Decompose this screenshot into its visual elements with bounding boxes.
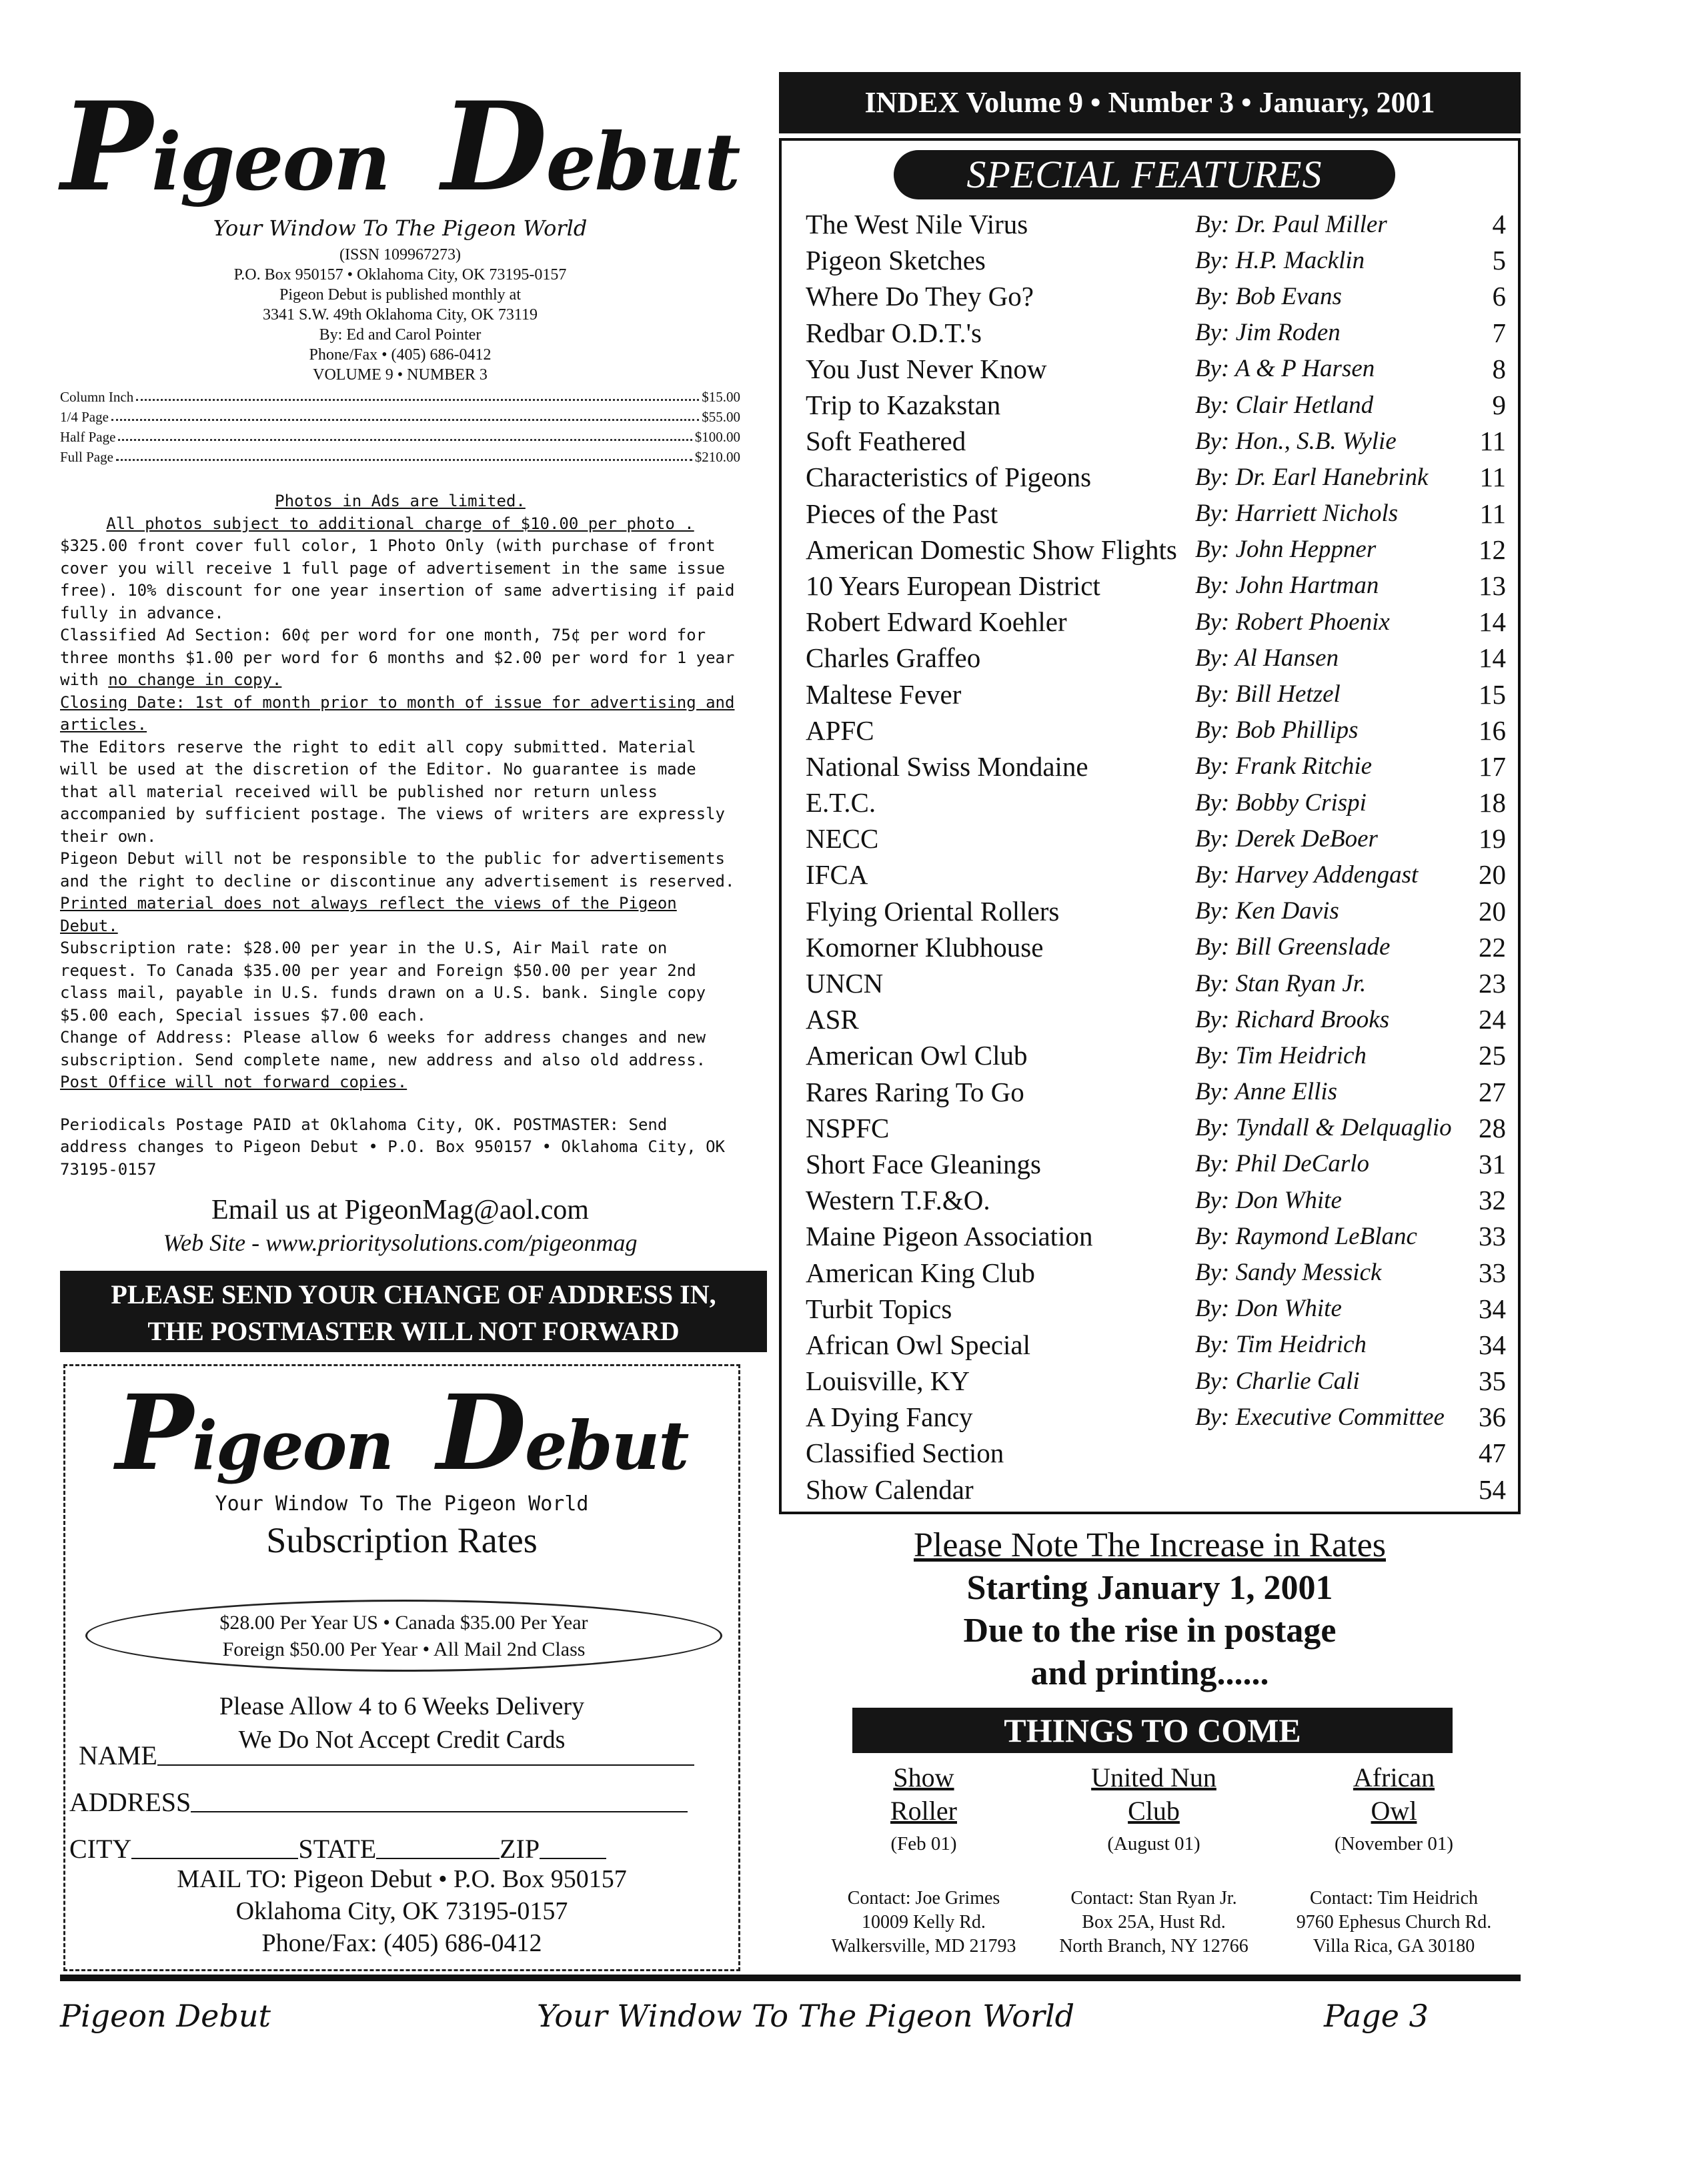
event-contact-city: Walkersville, MD 21793 xyxy=(831,1936,1016,1957)
rates-notice-line-1: Starting January 1, 2001 xyxy=(966,1569,1333,1607)
front-cover-policy: $325.00 front cover full color, 1 Photo Only (with purchase of front cover you will receive 1 full page of advertisement in the same issue free). 10% discount for one year insertion of same advertising if paid fully in advance. xyxy=(60,536,735,622)
feature-row xyxy=(806,640,1506,676)
footer-publication-name: Pigeon Debut xyxy=(60,1998,271,2034)
logo-letter-d: D xyxy=(436,1372,526,1494)
feature-page: 20 xyxy=(1479,859,1506,891)
logo-word-igeon: igeon xyxy=(151,115,389,208)
event-contact-name: Contact: Joe Grimes xyxy=(847,1888,1000,1908)
feature-author: By: Don White xyxy=(1195,1186,1342,1214)
feature-row xyxy=(806,1435,1506,1471)
coupon-rates-line-2: Foreign $50.00 Per Year • All Mail 2nd Class xyxy=(222,1638,586,1660)
published-line: Pigeon Debut is published monthly at xyxy=(279,286,521,304)
feature-row xyxy=(806,712,1506,748)
things-to-come-heading: THINGS TO COME xyxy=(852,1708,1453,1753)
feature-page: 7 xyxy=(1492,317,1506,348)
feature-row xyxy=(806,784,1506,821)
feature-page: 33 xyxy=(1479,1221,1506,1252)
coupon-heading: Subscription Rates xyxy=(266,1520,538,1560)
feature-page: 15 xyxy=(1479,678,1506,710)
coupon-rates-line-1: $28.00 Per Year US • Canada $35.00 Per Year xyxy=(219,1612,588,1634)
event-contact-name: Contact: Stan Ryan Jr. xyxy=(1070,1888,1237,1908)
feature-author: By: H.P. Macklin xyxy=(1195,246,1365,274)
rates-notice-heading: Please Note The Increase in Rates xyxy=(914,1526,1386,1564)
responsibility-underlined: Printed material does not always reflect the views of the Pigeon Debut. xyxy=(60,894,677,935)
feature-row xyxy=(806,965,1506,1001)
feature-title: ASR xyxy=(806,1004,859,1035)
feature-row xyxy=(806,676,1506,712)
feature-row xyxy=(806,351,1506,387)
event-contact xyxy=(1287,1886,1501,1959)
feature-page: 32 xyxy=(1479,1185,1506,1216)
dot-leader xyxy=(136,399,699,401)
event-contact-street: 10009 Kelly Rd. xyxy=(862,1912,986,1933)
feature-author: By: John Hartman xyxy=(1195,572,1379,600)
feature-page: 24 xyxy=(1479,1004,1506,1035)
feature-author: By: Al Hansen xyxy=(1195,644,1339,672)
feature-title: E.T.C. xyxy=(806,787,876,818)
feature-list xyxy=(806,206,1506,1508)
feature-title: American Domestic Show Flights xyxy=(806,534,1177,565)
feature-author: By: Jim Roden xyxy=(1195,319,1341,347)
feature-row xyxy=(806,893,1506,929)
feature-author: By: Ken Davis xyxy=(1195,897,1339,925)
feature-author: By: Bob Evans xyxy=(1195,282,1342,310)
feature-author: By: Robert Phoenix xyxy=(1195,608,1390,636)
ad-rate-row xyxy=(60,426,740,446)
masthead xyxy=(60,75,740,385)
feature-page: 23 xyxy=(1479,968,1506,999)
feature-row xyxy=(806,1037,1506,1073)
feature-title: American Owl Club xyxy=(806,1040,1028,1071)
zip-label: ZIP xyxy=(500,1834,540,1864)
feature-row xyxy=(806,1001,1506,1037)
feature-row xyxy=(806,532,1506,568)
photos-limited: Photos in Ads are limited. xyxy=(275,492,526,510)
feature-page: 5 xyxy=(1492,245,1506,276)
classified-underlined: no change in copy. xyxy=(108,670,282,689)
rates-increase-notice xyxy=(779,1524,1521,1695)
feature-author: By: Tim Heidrich xyxy=(1195,1331,1367,1359)
feature-row xyxy=(806,821,1506,857)
feature-page: 20 xyxy=(1479,895,1506,927)
feature-page: 54 xyxy=(1479,1474,1506,1505)
feature-row xyxy=(806,1399,1506,1435)
feature-title: Trip to Kazakstan xyxy=(806,390,1001,421)
address-change-banner xyxy=(60,1271,767,1352)
ad-rate-label: Full Page xyxy=(60,449,113,465)
responsibility-policy xyxy=(60,848,740,937)
name-label: NAME xyxy=(79,1740,157,1770)
feature-row xyxy=(806,1291,1506,1327)
feature-page: 14 xyxy=(1479,606,1506,638)
feature-row xyxy=(806,1363,1506,1399)
spacer xyxy=(60,1094,740,1114)
state-line[interactable] xyxy=(376,1858,500,1859)
classified-text: Classified Ad Section: 60¢ per word for one month, 75¢ per word for three months $1.00 per word for 6 months and $2.00 per word for 1 year with xyxy=(60,626,735,689)
feature-row xyxy=(806,1074,1506,1110)
feature-page: 34 xyxy=(1479,1329,1506,1360)
feature-title: Flying Oriental Rollers xyxy=(806,895,1060,927)
feature-page: 36 xyxy=(1479,1402,1506,1433)
feature-row xyxy=(806,1472,1506,1508)
ad-rate-price: $55.00 xyxy=(702,409,740,425)
subscription-policy: Subscription rate: $28.00 per year in the U.S, Air Mail rate on request. To Canada $35.00 per year and Foreign $50.00 per year 2nd class mail, payable in U.S. funds drawn on a U.S. bank. Single copy $5.00 each, Special issues $7.00 each. xyxy=(60,939,706,1025)
feature-title: Western T.F.&O. xyxy=(806,1185,990,1216)
feature-author: By: Dr. Earl Hanebrink xyxy=(1195,463,1429,491)
feature-author: By: Executive Committee xyxy=(1195,1403,1445,1431)
event-name-line-2: Roller xyxy=(890,1796,957,1826)
feature-author: By: Raymond LeBlanc xyxy=(1195,1222,1417,1250)
rates-notice-line-3: and printing...... xyxy=(1030,1654,1269,1692)
phone-line: Phone/Fax • (405) 686-0412 xyxy=(309,346,492,364)
city-label: CITY xyxy=(69,1834,132,1864)
feature-page: 28 xyxy=(1479,1112,1506,1143)
feature-page: 13 xyxy=(1479,570,1506,601)
event-contact-street: Box 25A, Hust Rd. xyxy=(1082,1912,1226,1933)
feature-row xyxy=(806,1182,1506,1218)
feature-title: Pieces of the Past xyxy=(806,498,998,529)
contact-info xyxy=(60,1194,740,1257)
address-line[interactable] xyxy=(191,1811,688,1812)
address-change-text: Change of Address: Please allow 6 weeks for address changes and new subscription. Send complete name, new address and also old address. xyxy=(60,1028,706,1069)
feature-author: By: John Heppner xyxy=(1195,536,1377,564)
event-name-line-2: Club xyxy=(1128,1796,1180,1826)
classified-policy xyxy=(60,624,740,692)
feature-author: By: Richard Brooks xyxy=(1195,1005,1390,1033)
logo-letter-p: P xyxy=(115,1372,193,1494)
address-label: ADDRESS xyxy=(69,1787,191,1817)
feature-title: Maltese Fever xyxy=(806,678,962,710)
feature-row xyxy=(806,1327,1506,1363)
event-contact-city: Villa Rica, GA 30180 xyxy=(1313,1936,1475,1957)
feature-row xyxy=(806,496,1506,532)
ad-rate-price: $100.00 xyxy=(694,429,740,445)
feature-title: APFC xyxy=(806,714,874,746)
feature-author: By: Hon., S.B. Wylie xyxy=(1195,427,1397,455)
feature-title: Komorner Klubhouse xyxy=(806,931,1044,963)
feature-author: By: Phil DeCarlo xyxy=(1195,1150,1370,1178)
feature-title: Rares Raring To Go xyxy=(806,1076,1024,1107)
feature-row xyxy=(806,1146,1506,1182)
feature-page: 27 xyxy=(1479,1076,1506,1107)
name-field[interactable] xyxy=(79,1740,694,1771)
feature-page: 17 xyxy=(1479,750,1506,782)
feature-title: Classified Section xyxy=(806,1438,1004,1469)
event-african-owl xyxy=(1287,1761,1501,1959)
dot-leader xyxy=(111,419,699,421)
feature-row xyxy=(806,315,1506,351)
feature-page: 11 xyxy=(1479,462,1506,493)
feature-row xyxy=(806,1110,1506,1146)
address-change-underlined: Post Office will not forward copies. xyxy=(60,1073,407,1091)
ad-rate-label: 1/4 Page xyxy=(60,409,109,425)
feature-page: 6 xyxy=(1492,281,1506,312)
bottom-rule xyxy=(60,1975,1521,1981)
feature-title: Redbar O.D.T.'s xyxy=(806,317,982,348)
feature-row xyxy=(806,278,1506,314)
feature-page: 11 xyxy=(1479,426,1506,457)
feature-row xyxy=(806,604,1506,640)
feature-page: 8 xyxy=(1492,353,1506,384)
website-line: Web Site - www.prioritysolutions.com/pigeonmag xyxy=(163,1229,638,1256)
feature-page: 31 xyxy=(1479,1148,1506,1179)
coupon-mail-to xyxy=(65,1863,738,1959)
feature-title: American King Club xyxy=(806,1257,1035,1288)
feature-title: National Swiss Mondaine xyxy=(806,750,1088,782)
feature-author: By: Frank Ritchie xyxy=(1195,752,1373,780)
email-line: Email us at PigeonMag@aol.com xyxy=(211,1195,589,1225)
event-date: (August 01) xyxy=(1107,1833,1200,1854)
closing-date: Closing Date: 1st of month prior to month of issue for advertising and articles. xyxy=(60,692,735,734)
delivery-line-1: Please Allow 4 to 6 Weeks Delivery xyxy=(219,1692,585,1720)
coupon-tagline: Your Window To The Pigeon World xyxy=(215,1492,589,1516)
feature-page: 9 xyxy=(1492,390,1506,421)
feature-page: 16 xyxy=(1479,714,1506,746)
feature-row xyxy=(806,1254,1506,1290)
issn-line: (ISSN 109967273) xyxy=(339,245,461,263)
mail-to-line-2: Oklahoma City, OK 73195-0157 xyxy=(235,1897,568,1925)
feature-row xyxy=(806,857,1506,893)
po-box-line: P.O. Box 950157 • Oklahoma City, OK 73195-0157 xyxy=(233,265,567,284)
zip-line[interactable] xyxy=(540,1858,606,1859)
feature-title: Robert Edward Koehler xyxy=(806,606,1067,638)
feature-author: By: Bill Greenslade xyxy=(1195,933,1391,961)
feature-title: 10 Years European District xyxy=(806,570,1100,601)
feature-title: The West Nile Virus xyxy=(806,209,1028,240)
coupon-logo xyxy=(65,1372,738,1494)
feature-page: 19 xyxy=(1479,823,1506,855)
feature-page: 22 xyxy=(1479,931,1506,963)
ad-rate-label: Column Inch xyxy=(60,389,134,405)
event-name-line-2: Owl xyxy=(1371,1796,1417,1826)
feature-title: Louisville, KY xyxy=(806,1366,970,1397)
dot-leader xyxy=(118,439,692,441)
ad-rate-label: Half Page xyxy=(60,429,116,445)
feature-row xyxy=(806,242,1506,278)
responsibility-text: Pigeon Debut will not be responsible to the public for advertisements and the right to decline or discontinue any advertisement is reserved. xyxy=(60,849,735,891)
feature-title: Short Face Gleanings xyxy=(806,1148,1041,1179)
volume-line: VOLUME 9 • NUMBER 3 xyxy=(313,366,488,384)
footer-tagline: Your Window To The Pigeon World xyxy=(537,1998,1075,2034)
feature-author: By: Stan Ryan Jr. xyxy=(1195,969,1367,997)
feature-title: Where Do They Go? xyxy=(806,281,1034,312)
feature-title: IFCA xyxy=(806,859,868,891)
ad-rate-row xyxy=(60,406,740,426)
ad-rate-price: $15.00 xyxy=(702,389,740,405)
editors-policy: The Editors reserve the right to edit all copy submitted. Material will be used at the discretion of the Editor. No guarantee is made that all material received will be published nor return unless accompanied by sufficient postage. The views of writers are expressly their own. xyxy=(60,737,725,846)
ad-rate-row xyxy=(60,446,740,466)
feature-page: 12 xyxy=(1479,534,1506,565)
feature-author: By: A & P Harsen xyxy=(1195,355,1375,383)
feature-page: 47 xyxy=(1479,1438,1506,1469)
masthead-info xyxy=(60,245,740,385)
logo-letter-d: D xyxy=(442,75,546,219)
address-field[interactable] xyxy=(69,1786,688,1818)
delivery-line-2: We Do Not Accept Credit Cards xyxy=(238,1726,566,1754)
event-name-line-1: Show xyxy=(893,1762,954,1792)
feature-title: UNCN xyxy=(806,968,884,999)
policy-text xyxy=(60,490,740,1181)
feature-page: 34 xyxy=(1479,1293,1506,1324)
feature-author: By: Bob Phillips xyxy=(1195,716,1359,744)
ad-rate-row xyxy=(60,386,740,406)
feature-title: Charles Graffeo xyxy=(806,642,981,674)
feature-title: Soft Feathered xyxy=(806,426,966,457)
feature-title: African Owl Special xyxy=(806,1329,1030,1360)
event-contact xyxy=(1047,1886,1260,1959)
city-state-zip-field[interactable] xyxy=(69,1833,606,1864)
feature-page: 11 xyxy=(1479,498,1506,529)
feature-author: By: Bobby Crispi xyxy=(1195,788,1367,816)
logo-word-ebut: ebut xyxy=(546,115,740,208)
feature-row xyxy=(806,423,1506,459)
special-features-heading: SPECIAL FEATURES xyxy=(894,150,1395,199)
event-name-line-1: African xyxy=(1353,1762,1435,1792)
event-date: (Feb 01) xyxy=(890,1833,957,1854)
feature-author: By: Derek DeBoer xyxy=(1195,825,1378,853)
feature-page: 14 xyxy=(1479,642,1506,674)
address-change-policy xyxy=(60,1027,740,1094)
feature-page: 18 xyxy=(1479,787,1506,818)
feature-row xyxy=(806,459,1506,495)
street-address-line: 3341 S.W. 49th Oklahoma City, OK 73119 xyxy=(263,306,538,324)
coupon-rates-oval xyxy=(85,1600,722,1672)
feature-author: By: Harriett Nichols xyxy=(1195,500,1399,528)
feature-author: By: Anne Ellis xyxy=(1195,1078,1338,1106)
feature-title: Characteristics of Pigeons xyxy=(806,462,1092,493)
feature-author: By: Tim Heidrich xyxy=(1195,1041,1367,1069)
masthead-tagline: Your Window To The Pigeon World xyxy=(213,215,588,241)
logo-word-ebut: ebut xyxy=(525,1406,688,1485)
feature-author: By: Tyndall & Delquaglio xyxy=(1195,1114,1452,1142)
masthead-logo xyxy=(60,75,740,219)
feature-title: Maine Pigeon Association xyxy=(806,1221,1093,1252)
ad-rate-price: $210.00 xyxy=(694,449,740,465)
logo-word-igeon: igeon xyxy=(192,1406,393,1485)
periodicals-postage: Periodicals Postage PAID at Oklahoma City, OK. POSTMASTER: Send address changes to Pigeon Debut • P.O. Box 950157 • Oklahoma City, OK 73195-0157 xyxy=(60,1115,725,1179)
event-contact-name: Contact: Tim Heidrich xyxy=(1310,1888,1478,1908)
feature-author: By: Charlie Cali xyxy=(1195,1367,1360,1395)
state-label: STATE xyxy=(298,1834,377,1864)
name-line[interactable] xyxy=(157,1764,694,1766)
event-united-nun-club xyxy=(1047,1761,1260,1959)
feature-title: You Just Never Know xyxy=(806,353,1047,384)
feature-row xyxy=(806,929,1506,965)
dot-leader xyxy=(116,459,692,461)
subscription-coupon xyxy=(63,1364,740,1971)
event-contact-street: 9760 Ephesus Church Rd. xyxy=(1296,1912,1492,1933)
feature-title: Pigeon Sketches xyxy=(806,245,986,276)
feature-title: A Dying Fancy xyxy=(806,1402,973,1433)
feature-row xyxy=(806,206,1506,242)
feature-author: By: Bill Hetzel xyxy=(1195,680,1341,708)
feature-title: NECC xyxy=(806,823,879,855)
mail-to-line-3: Phone/Fax: (405) 686-0412 xyxy=(261,1929,542,1957)
event-date: (November 01) xyxy=(1335,1833,1453,1854)
feature-author: By: Dr. Paul Miller xyxy=(1195,210,1387,238)
feature-title: Turbit Topics xyxy=(806,1293,952,1324)
feature-row xyxy=(806,568,1506,604)
logo-letter-p: P xyxy=(61,75,151,219)
city-line[interactable] xyxy=(131,1858,298,1859)
feature-page: 33 xyxy=(1479,1257,1506,1288)
mail-to-line-1: MAIL TO: Pigeon Debut • P.O. Box 950157 xyxy=(177,1865,627,1893)
feature-author: By: Harvey Addengast xyxy=(1195,861,1419,889)
feature-title: NSPFC xyxy=(806,1112,890,1143)
event-name-line-1: United Nun xyxy=(1091,1762,1216,1792)
event-contact-city: North Branch, NY 12766 xyxy=(1059,1936,1248,1957)
event-contact xyxy=(817,1886,1030,1959)
rates-notice-line-2: Due to the rise in postage xyxy=(963,1612,1337,1650)
index-header: INDEX Volume 9 • Number 3 • January, 2001 xyxy=(779,72,1521,133)
feature-page: 4 xyxy=(1492,209,1506,240)
banner-line-2: THE POSTMASTER WILL NOT FORWARD xyxy=(147,1316,680,1346)
feature-page: 25 xyxy=(1479,1040,1506,1071)
feature-author: By: Clair Hetland xyxy=(1195,391,1374,419)
feature-title: Show Calendar xyxy=(806,1474,974,1505)
footer-page-number: Page 3 xyxy=(1324,1998,1429,2034)
editors-line: By: Ed and Carol Pointer xyxy=(319,326,482,344)
banner-line-1: PLEASE SEND YOUR CHANGE OF ADDRESS IN, xyxy=(111,1279,716,1309)
feature-author: By: Don White xyxy=(1195,1295,1342,1323)
feature-page: 35 xyxy=(1479,1366,1506,1397)
page-footer xyxy=(60,1998,1521,2045)
feature-row xyxy=(806,748,1506,784)
event-show-roller xyxy=(817,1761,1030,1959)
feature-row xyxy=(806,387,1506,423)
index-box xyxy=(779,138,1521,1514)
feature-author: By: Sandy Messick xyxy=(1195,1259,1382,1287)
feature-row xyxy=(806,1218,1506,1254)
photos-charge: All photos subject to additional charge of $10.00 per photo . xyxy=(106,514,694,533)
ad-rates-table xyxy=(60,386,740,466)
